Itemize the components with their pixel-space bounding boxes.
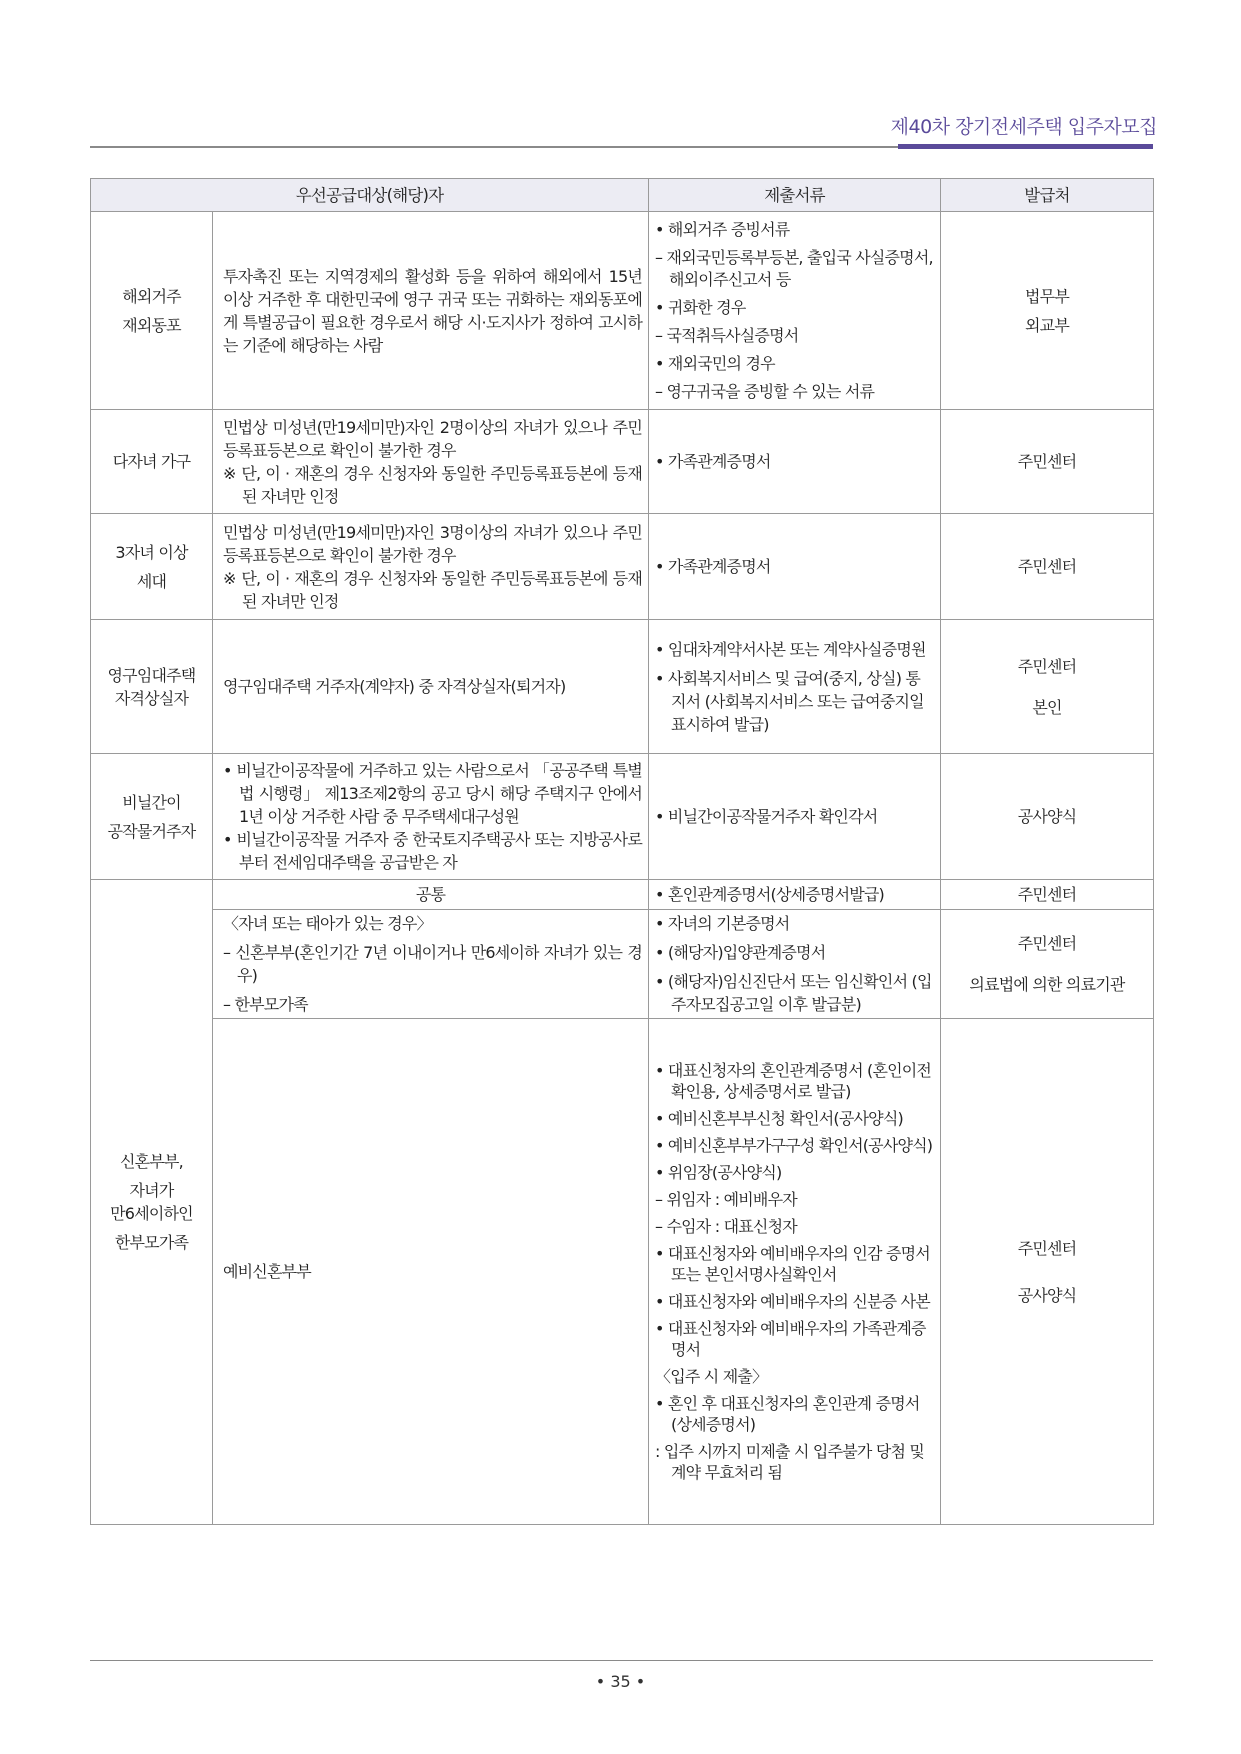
documents-cell: • 자녀의 기본증명서 • (해당자)입양관계증명서 • (해당자)임신진단서 또는 임신확인서 (입주자모집공고일 이후 발급분): [649, 910, 941, 1019]
table-header-row: [91, 179, 1154, 212]
documents-cell: • 혼인관계증명서(상세증명서발급): [649, 880, 941, 910]
category-cell: 비닐간이 공작물거주자: [91, 754, 213, 880]
description-cell: 민법상 미성년(만19세미만)자인 2명이상의 자녀가 있으나 주민등록표등본으로 확인이 불가한 경우 ※ 단, 이 · 재혼의 경우 신청자와 동일한 주민등록표등본에 등재된 자녀만 인정: [213, 410, 649, 514]
table-row: [91, 620, 1154, 754]
issuer-cell: 주민센터 공사양식: [941, 1019, 1154, 1525]
category-cell: 다자녀 가구: [91, 410, 213, 514]
description-cell: 예비신혼부부: [213, 1019, 649, 1525]
issuer-cell: 공사양식: [941, 754, 1154, 880]
table-row: [91, 880, 1154, 910]
documents-cell: • 가족관계증명서: [649, 514, 941, 620]
document-header-title: 제40차 장기전세주택 입주자모집: [890, 116, 1157, 138]
header-target: 우선공급대상(해당)자: [91, 179, 649, 212]
issuer-cell: 주민센터: [941, 514, 1154, 620]
footer-divider: [90, 1660, 1153, 1661]
issuer-cell: 주민센터 의료법에 의한 의료기관: [941, 910, 1154, 1019]
table-row: [91, 1019, 1154, 1525]
table-row: [91, 410, 1154, 514]
page-number: • 35 •: [595, 1672, 646, 1691]
table-row: [91, 514, 1154, 620]
category-cell: 영구임대주택 자격상실자: [91, 620, 213, 754]
table-row: [91, 212, 1154, 410]
description-cell: • 비닐간이공작물에 거주하고 있는 사람으로서 「공공주택 특별법 시행령」 제13조제2항의 공고 당시 해당 주택지구 안에서 1년 이상 거주한 사람 중 무주택세대구성원 • 비닐간이공작물 거주자 중 한국토지주택공사 또는 지방공사로부터 전세임대주택을 공급받은 자: [213, 754, 649, 880]
issuer-cell: 주민센터: [941, 880, 1154, 910]
documents-cell: • 대표신청자의 혼인관계증명서 (혼인이전 확인용, 상세증명서로 발급) • 예비신혼부부신청 확인서(공사양식) • 예비신혼부부가구구성 확인서(공사양식) • 위임장(공사양식) – 위임자 : 예비배우자 – 수임자 : 대표신청자 • 대표신청자와 예비배우자의 인감 증명서 또는 본인서명사실확인서 • 대표신청자와 예비배우자의 신분증 사본 • 대표신청자와 예비배우자의 가족관계증명서 〈입주 시 제출〉 • 혼인 후 대표신청자의 혼인관계 증명서(상세증명서) : 입주 시까지 미제출 시 입주불가 당첨 및 계약 무효처리 됨: [649, 1019, 941, 1525]
header-issuer: 발급처: [941, 179, 1154, 212]
documents-cell: • 해외거주 증빙서류 – 재외국민등록부등본, 출입국 사실증명서, 해외이주신고서 등 • 귀화한 경우 – 국적취득사실증명서 • 재외국민의 경우 – 영구귀국을 증빙할 수 있는 서류: [649, 212, 941, 410]
issuer-cell: 주민센터: [941, 410, 1154, 514]
category-cell: 신혼부부, 자녀가 만6세이하인 한부모가족: [91, 880, 213, 1525]
header-accent-bar: [898, 144, 1153, 149]
documents-cell: • 비닐간이공작물거주자 확인각서: [649, 754, 941, 880]
category-cell: 해외거주 재외동포: [91, 212, 213, 410]
issuer-cell: 주민센터 본인: [941, 620, 1154, 754]
description-cell: 투자촉진 또는 지역경제의 활성화 등을 위하여 해외에서 15년 이상 거주한 후 대한민국에 영구 귀국 또는 귀화하는 재외동포에게 특별공급이 필요한 경우로서 해당 시·도지사가 정하여 고시하는 기준에 해당하는 사람: [213, 212, 649, 410]
description-cell: 영구임대주택 거주자(계약자) 중 자격상실자(퇴거자): [213, 620, 649, 754]
description-cell: 〈자녀 또는 태아가 있는 경우〉 – 신혼부부(혼인기간 7년 이내이거나 만6세이하 자녀가 있는 경우) – 한부모가족: [213, 910, 649, 1019]
table-row: [91, 754, 1154, 880]
priority-supply-table: [90, 178, 1154, 1525]
description-cell: 민법상 미성년(만19세미만)자인 3명이상의 자녀가 있으나 주민등록표등본으로 확인이 불가한 경우 ※ 단, 이 · 재혼의 경우 신청자와 동일한 주민등록표등본에 등재된 자녀만 인정: [213, 514, 649, 620]
documents-cell: • 가족관계증명서: [649, 410, 941, 514]
documents-cell: • 임대차계약서사본 또는 계약사실증명원 • 사회복지서비스 및 급여(중지, 상실) 통지서 (사회복지서비스 또는 급여중지일 표시하여 발급): [649, 620, 941, 754]
table-row: [91, 910, 1154, 1019]
issuer-cell: 법무부 외교부: [941, 212, 1154, 410]
header-documents: 제출서류: [649, 179, 941, 212]
category-cell: 3자녀 이상 세대: [91, 514, 213, 620]
common-label-cell: 공통: [213, 880, 649, 910]
